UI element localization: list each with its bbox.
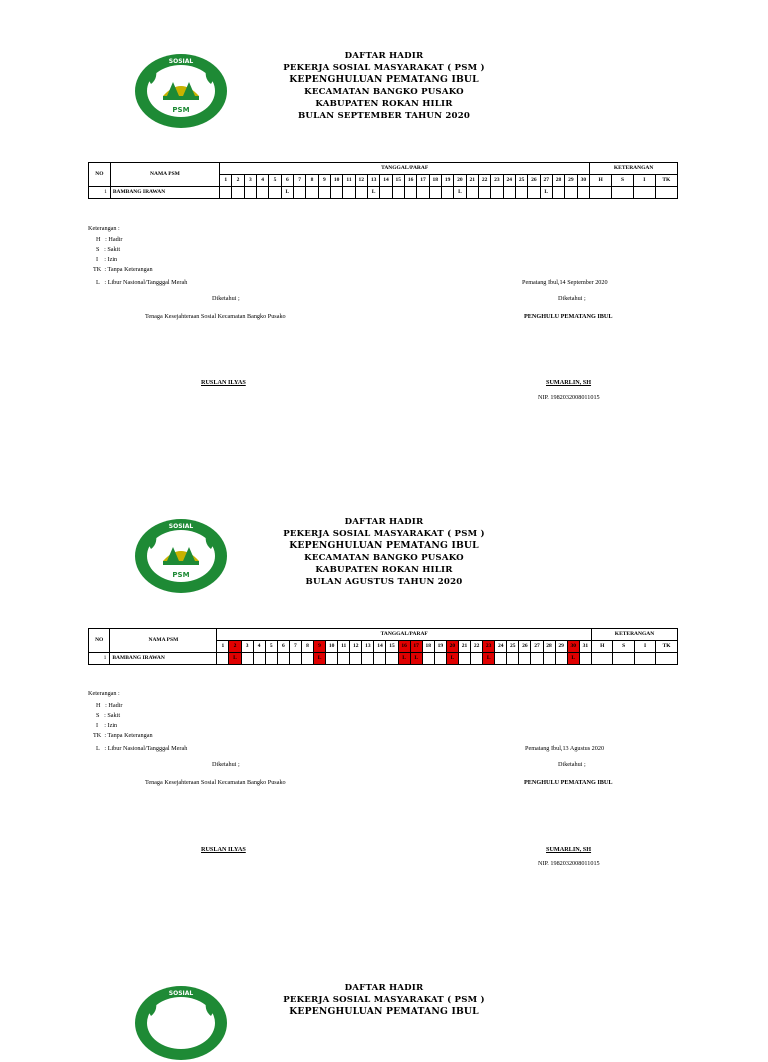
day-mark bbox=[458, 653, 470, 665]
day-header: 19 bbox=[441, 175, 453, 187]
title-line: KEPENGHULUAN PEMATANG IBUL bbox=[289, 74, 479, 85]
day-header: 12 bbox=[350, 641, 362, 653]
day-mark bbox=[232, 187, 244, 199]
day-header: 30 bbox=[577, 175, 590, 187]
title-line: KEPENGHULUAN PEMATANG IBUL bbox=[289, 540, 479, 551]
day-header: 16 bbox=[398, 641, 410, 653]
day-mark bbox=[579, 653, 591, 665]
day-mark bbox=[330, 187, 342, 199]
day-header: 18 bbox=[422, 641, 434, 653]
keterangan-header: S bbox=[612, 175, 634, 187]
day-mark bbox=[350, 653, 362, 665]
day-header: 17 bbox=[417, 175, 429, 187]
day-mark bbox=[386, 653, 398, 665]
day-mark: L bbox=[540, 187, 552, 199]
column-header-name: NAMA PSM bbox=[110, 629, 217, 653]
day-header: 25 bbox=[507, 641, 519, 653]
day-mark bbox=[257, 187, 269, 199]
day-header: 20 bbox=[454, 175, 466, 187]
day-mark bbox=[374, 653, 386, 665]
day-header: 13 bbox=[362, 641, 374, 653]
day-header: 10 bbox=[326, 641, 338, 653]
title-line: DAFTAR HADIR bbox=[344, 517, 424, 527]
day-mark bbox=[392, 187, 404, 199]
day-mark: L bbox=[229, 653, 241, 665]
day-header: 5 bbox=[269, 175, 281, 187]
day-mark bbox=[380, 187, 392, 199]
column-header-keterangan: KETERANGAN bbox=[590, 163, 678, 175]
day-header: 14 bbox=[374, 641, 386, 653]
legend-item: H : Hadir bbox=[96, 236, 123, 243]
day-header: 16 bbox=[404, 175, 416, 187]
day-mark: L bbox=[567, 653, 579, 665]
title-line: BULAN SEPTEMBER TAHUN 2020 bbox=[297, 111, 471, 121]
day-header: 29 bbox=[555, 641, 567, 653]
day-header: 21 bbox=[458, 641, 470, 653]
day-header: 12 bbox=[355, 175, 367, 187]
date-place: Pematang Ibul,14 September 2020 bbox=[522, 279, 608, 286]
day-mark bbox=[217, 653, 229, 665]
day-header: 28 bbox=[543, 641, 555, 653]
keterangan-value bbox=[633, 187, 655, 199]
title-line: DAFTAR HADIR bbox=[344, 983, 424, 993]
day-mark bbox=[555, 653, 567, 665]
day-header: 3 bbox=[244, 175, 256, 187]
day-mark bbox=[515, 187, 527, 199]
day-header: 21 bbox=[466, 175, 478, 187]
day-header: 4 bbox=[257, 175, 269, 187]
day-header: 22 bbox=[478, 175, 490, 187]
right-role: PENGHULU PEMATANG IBUL bbox=[524, 779, 613, 786]
legend-item: I : Izin bbox=[96, 722, 118, 729]
day-header: 29 bbox=[565, 175, 577, 187]
title-line: KECAMATAN BANGKO PUSAKO bbox=[304, 553, 464, 563]
day-mark bbox=[466, 187, 478, 199]
legend-item: L : Libur Nasional/Tangggal Merah bbox=[96, 745, 188, 752]
day-mark bbox=[495, 653, 507, 665]
day-header: 24 bbox=[503, 175, 515, 187]
day-header: 10 bbox=[330, 175, 342, 187]
day-header: 1 bbox=[217, 641, 229, 653]
row-number: 1 bbox=[89, 187, 111, 199]
day-mark bbox=[244, 187, 256, 199]
column-header-no: NO bbox=[89, 629, 110, 653]
title-line: PEKERJA SOSIAL MASYARAKAT ( PSM ) bbox=[283, 63, 485, 73]
day-header: 14 bbox=[380, 175, 392, 187]
day-header: 9 bbox=[318, 175, 330, 187]
day-mark bbox=[306, 187, 318, 199]
day-header: 7 bbox=[294, 175, 306, 187]
day-header: 24 bbox=[495, 641, 507, 653]
column-header-name: NAMA PSM bbox=[110, 163, 219, 187]
keterangan-header: TK bbox=[656, 641, 678, 653]
day-header: 25 bbox=[515, 175, 527, 187]
legend-title: Keterangan : bbox=[88, 225, 120, 232]
svg-text:PSM: PSM bbox=[172, 106, 190, 114]
day-header: 17 bbox=[410, 641, 422, 653]
day-header: 2 bbox=[229, 641, 241, 653]
day-mark bbox=[422, 653, 434, 665]
svg-text:PSM: PSM bbox=[172, 571, 190, 579]
day-mark: L bbox=[483, 653, 495, 665]
day-mark bbox=[318, 187, 330, 199]
day-header: 18 bbox=[429, 175, 441, 187]
right-nip: NIP. 1982032008011015 bbox=[538, 860, 600, 867]
day-header: 7 bbox=[289, 641, 301, 653]
day-mark: L bbox=[446, 653, 458, 665]
day-header: 11 bbox=[343, 175, 355, 187]
day-mark: L bbox=[398, 653, 410, 665]
day-mark bbox=[429, 187, 441, 199]
left-signatory: RUSLAN ILYAS bbox=[201, 379, 246, 386]
day-header: 11 bbox=[338, 641, 350, 653]
right-signatory: SUMARLIN, SH bbox=[546, 846, 592, 853]
table-row bbox=[89, 653, 678, 665]
day-mark bbox=[434, 653, 446, 665]
day-header: 8 bbox=[306, 175, 318, 187]
day-mark bbox=[269, 187, 281, 199]
date-place: Pematang Ibul,13 Agustus 2020 bbox=[525, 745, 605, 752]
keterangan-value bbox=[590, 187, 612, 199]
keterangan-header: I bbox=[634, 641, 655, 653]
day-mark bbox=[253, 653, 265, 665]
day-mark bbox=[577, 187, 590, 199]
title-line: PEKERJA SOSIAL MASYARAKAT ( PSM ) bbox=[283, 995, 485, 1005]
keterangan-value bbox=[634, 653, 655, 665]
document-title bbox=[0, 982, 768, 1018]
psm-name: BAMBANG IRAWAN bbox=[110, 187, 219, 199]
table-row bbox=[89, 187, 678, 199]
day-header: 20 bbox=[446, 641, 458, 653]
day-mark bbox=[478, 187, 490, 199]
keterangan-value bbox=[656, 653, 678, 665]
day-header: 5 bbox=[265, 641, 277, 653]
day-header: 27 bbox=[531, 641, 543, 653]
day-mark bbox=[338, 653, 350, 665]
day-header: 28 bbox=[552, 175, 564, 187]
day-header: 23 bbox=[483, 641, 495, 653]
day-header: 13 bbox=[367, 175, 379, 187]
day-mark bbox=[552, 187, 564, 199]
right-nip: NIP. 1982032008011015 bbox=[538, 394, 600, 401]
title-line: KEPENGHULUAN PEMATANG IBUL bbox=[289, 1006, 479, 1017]
title-line: DAFTAR HADIR bbox=[344, 51, 424, 61]
title-line: KABUPATEN ROKAN HILIR bbox=[315, 565, 453, 575]
left-known: Diketahui ; bbox=[212, 761, 240, 768]
column-header-tanggal: TANGGAL/PARAF bbox=[220, 163, 590, 175]
day-header: 4 bbox=[253, 641, 265, 653]
day-mark: L bbox=[281, 187, 293, 199]
day-mark bbox=[503, 187, 515, 199]
keterangan-header: S bbox=[613, 641, 634, 653]
day-mark bbox=[417, 187, 429, 199]
day-header: 30 bbox=[567, 641, 579, 653]
legend-item: TK : Tanpa Keterangan bbox=[93, 266, 153, 273]
keterangan-value bbox=[592, 653, 613, 665]
psm-name: BAMBANG IRAWAN bbox=[110, 653, 217, 665]
keterangan-value bbox=[613, 653, 634, 665]
day-mark bbox=[277, 653, 289, 665]
day-mark bbox=[507, 653, 519, 665]
column-header-no: NO bbox=[89, 163, 111, 187]
day-header: 6 bbox=[277, 641, 289, 653]
day-header: 15 bbox=[386, 641, 398, 653]
day-mark bbox=[531, 653, 543, 665]
day-header: 31 bbox=[579, 641, 591, 653]
keterangan-header: TK bbox=[655, 175, 677, 187]
day-mark: L bbox=[454, 187, 466, 199]
title-line: KABUPATEN ROKAN HILIR bbox=[315, 99, 453, 109]
legend-item: TK : Tanpa Keterangan bbox=[93, 732, 153, 739]
keterangan-header: I bbox=[633, 175, 655, 187]
legend-item: H : Hadir bbox=[96, 702, 123, 709]
day-mark bbox=[543, 653, 555, 665]
day-header: 8 bbox=[301, 641, 313, 653]
day-header: 6 bbox=[281, 175, 293, 187]
day-mark: L bbox=[410, 653, 422, 665]
day-header: 9 bbox=[314, 641, 326, 653]
day-header: 27 bbox=[540, 175, 552, 187]
keterangan-header: H bbox=[592, 641, 613, 653]
day-mark bbox=[294, 187, 306, 199]
keterangan-value bbox=[655, 187, 677, 199]
day-header: 26 bbox=[528, 175, 540, 187]
day-header: 2 bbox=[232, 175, 244, 187]
day-mark bbox=[289, 653, 301, 665]
day-mark bbox=[241, 653, 253, 665]
day-header: 3 bbox=[241, 641, 253, 653]
right-known: Diketahui ; bbox=[558, 295, 586, 302]
day-header: 15 bbox=[392, 175, 404, 187]
day-header: 26 bbox=[519, 641, 531, 653]
left-signatory: RUSLAN ILYAS bbox=[201, 846, 246, 853]
attendance-table bbox=[88, 628, 678, 665]
column-header-keterangan: KETERANGAN bbox=[592, 629, 678, 641]
left-role: Tenaga Kesejahteraan Sosial Kecamatan Bangko Pusako bbox=[145, 779, 286, 786]
day-mark bbox=[362, 653, 374, 665]
legend-title: Keterangan : bbox=[88, 690, 120, 697]
day-mark bbox=[355, 187, 367, 199]
day-mark: L bbox=[314, 653, 326, 665]
legend-item: S : Sakit bbox=[96, 246, 121, 253]
svg-text:SOSIAL: SOSIAL bbox=[168, 58, 194, 65]
day-header: 1 bbox=[220, 175, 232, 187]
left-known: Diketahui ; bbox=[212, 295, 240, 302]
keterangan-value bbox=[612, 187, 634, 199]
legend-item: S : Sakit bbox=[96, 712, 121, 719]
day-mark bbox=[326, 653, 338, 665]
legend-item: I : Izin bbox=[96, 256, 118, 263]
day-mark bbox=[491, 187, 503, 199]
day-mark bbox=[519, 653, 531, 665]
title-line: PEKERJA SOSIAL MASYARAKAT ( PSM ) bbox=[283, 529, 485, 539]
right-signatory: SUMARLIN, SH bbox=[546, 379, 592, 386]
day-mark bbox=[441, 187, 453, 199]
column-header-tanggal: TANGGAL/PARAF bbox=[217, 629, 592, 641]
day-mark bbox=[471, 653, 483, 665]
title-line: BULAN AGUSTUS TAHUN 2020 bbox=[305, 577, 463, 587]
day-mark bbox=[220, 187, 232, 199]
row-number: 1 bbox=[89, 653, 110, 665]
day-mark bbox=[265, 653, 277, 665]
left-role: Tenaga Kesejahteraan Sosial Kecamatan Bangko Pusako bbox=[145, 313, 286, 320]
svg-text:SOSIAL: SOSIAL bbox=[168, 990, 194, 997]
title-line: KECAMATAN BANGKO PUSAKO bbox=[304, 87, 464, 97]
day-mark bbox=[404, 187, 416, 199]
attendance-table bbox=[88, 162, 678, 199]
day-header: 22 bbox=[471, 641, 483, 653]
day-mark bbox=[343, 187, 355, 199]
document-title bbox=[0, 50, 768, 122]
right-known: Diketahui ; bbox=[558, 761, 586, 768]
legend-item: L : Libur Nasional/Tangggal Merah bbox=[96, 279, 188, 286]
day-mark bbox=[301, 653, 313, 665]
day-mark bbox=[528, 187, 540, 199]
right-role: PENGHULU PEMATANG IBUL bbox=[524, 313, 613, 320]
day-mark bbox=[565, 187, 577, 199]
document-title bbox=[0, 516, 768, 588]
keterangan-header: H bbox=[590, 175, 612, 187]
day-header: 19 bbox=[434, 641, 446, 653]
day-header: 23 bbox=[491, 175, 503, 187]
svg-text:SOSIAL: SOSIAL bbox=[168, 523, 194, 530]
day-mark: L bbox=[367, 187, 379, 199]
